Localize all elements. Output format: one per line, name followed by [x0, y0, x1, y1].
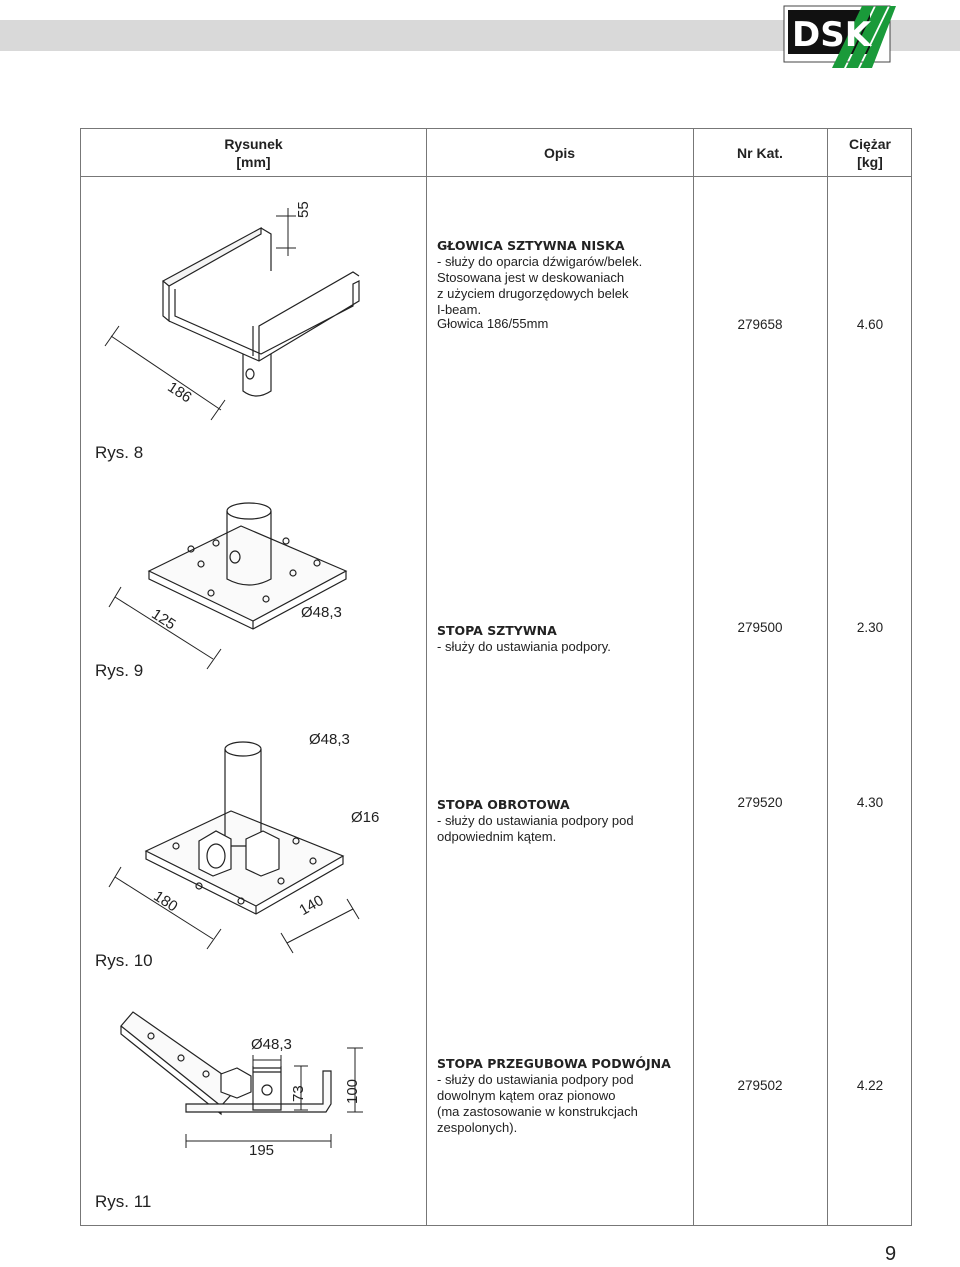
figure-label: Rys. 9	[95, 661, 144, 680]
header-description: Opis	[543, 144, 576, 161]
dim-tube: Ø48,3	[309, 731, 350, 748]
product-title: STOPA OBROTOWA	[437, 797, 570, 812]
product-text: - służy do oparcia dźwigarów/belek. Stosowana jest w deskowaniach z użyciem drugorzędowych belek I-beam.	[437, 254, 643, 317]
description	[437, 1040, 671, 1136]
header-catalog: Nr Kat.	[737, 144, 783, 161]
product-text: - służy do ustawiania podpory pod dowolnym kątem oraz pionowo (ma zastosowanie w konstrukcjach zespolonych).	[437, 1072, 638, 1135]
product-row	[81, 986, 913, 1227]
product-text: - służy do ustawiania podpory pod odpowiednim kątem.	[437, 813, 634, 844]
header-weight: Ciężar [kg]	[848, 135, 892, 170]
weight-value: 2.30	[856, 620, 884, 635]
figure-label: Rys. 11	[95, 1192, 152, 1211]
catalog-number: 279520	[737, 795, 783, 810]
dim-height: 100	[344, 1078, 361, 1104]
weight-value: 4.60	[856, 317, 884, 332]
dim-tube: Ø48,3	[301, 604, 342, 621]
description	[437, 781, 634, 845]
dim-tube: Ø48,3	[251, 1036, 292, 1053]
product-table	[80, 128, 912, 1226]
dim-height: 55	[295, 201, 312, 218]
header-drawing: Rysunek [mm]	[224, 135, 283, 170]
page-number: 9	[885, 1243, 897, 1265]
figure-label: Rys. 10	[95, 951, 153, 970]
weight-value: 4.22	[856, 1078, 884, 1093]
dim-length: 180	[150, 887, 181, 916]
dim-length: 195	[249, 1142, 275, 1159]
product-title: STOPA SZTYWNA	[437, 623, 557, 638]
double-hinge-foot-drawing	[81, 986, 426, 1227]
product-title: GŁOWICA SZTYWNA NISKA	[437, 238, 625, 253]
figure-label: Rys. 8	[95, 443, 144, 462]
description	[437, 607, 611, 655]
swivel-foot-drawing	[81, 711, 426, 986]
product-row	[81, 176, 913, 471]
head-drawing	[81, 176, 426, 471]
dim-inner: 73	[290, 1085, 307, 1102]
weight-value: 4.30	[856, 795, 884, 810]
catalog-number: 279502	[737, 1078, 783, 1093]
dsk-logo	[778, 2, 896, 68]
logo-text: DSK	[792, 15, 872, 55]
product-row	[81, 711, 913, 986]
catalog-number: 279500	[737, 620, 783, 635]
catalog-number: 279658	[737, 317, 783, 332]
description	[437, 222, 642, 318]
product-text: - służy do ustawiania podpory.	[437, 639, 611, 654]
dim-plate: 125	[148, 605, 179, 634]
dim-pin: Ø16	[351, 809, 380, 826]
product-row	[81, 471, 913, 711]
variant-text: Głowica 186/55mm	[437, 316, 549, 331]
product-title: STOPA PRZEGUBOWA PODWÓJNA	[437, 1056, 671, 1071]
dim-length: 186	[164, 378, 195, 407]
dim-width: 140	[296, 891, 327, 920]
